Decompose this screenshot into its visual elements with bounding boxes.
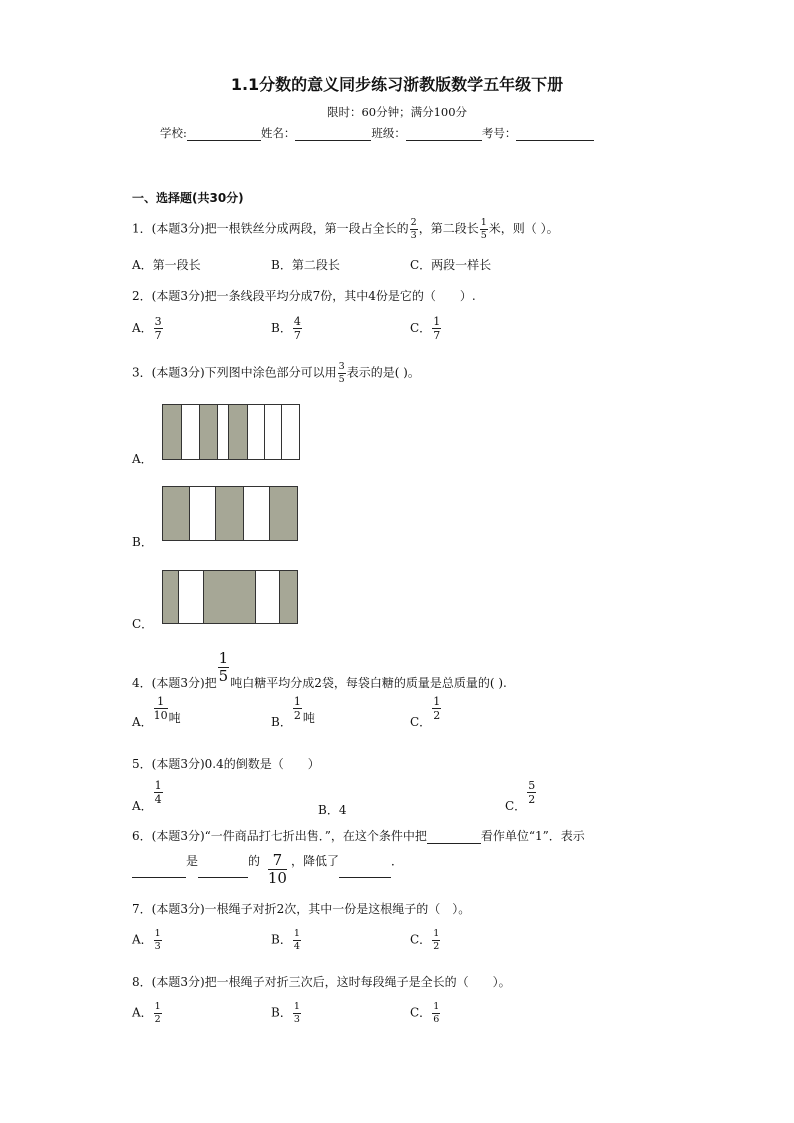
fraction-1-3: $\frac{1}{3}$ bbox=[154, 928, 161, 952]
exam-time-limit: 限时：60分钟；满分100分 bbox=[326, 105, 468, 119]
question-6-line-1 bbox=[132, 827, 585, 844]
q5-option-b[interactable]: B．4 bbox=[318, 803, 347, 817]
fraction-3-5: $\frac{3}{5}$ bbox=[338, 361, 345, 385]
q6-blank-1[interactable] bbox=[427, 831, 481, 844]
fraction-1-2: $\frac{1}{2}$ bbox=[433, 695, 441, 722]
question-6-text-d: 的 bbox=[248, 854, 261, 868]
question-2: 2．(本题3分)把一条线段平均分成7份，其中4份是它的（ ）. bbox=[132, 289, 476, 303]
q2-option-a[interactable]: A． $\frac{3}{7}$ bbox=[132, 315, 162, 342]
q4-option-c[interactable]: C． $\frac{1}{2}$ bbox=[410, 695, 441, 729]
q3-figure-a[interactable] bbox=[162, 404, 300, 460]
class-label: 班级： bbox=[371, 126, 406, 140]
question-1-text-b: ，第二段长 bbox=[418, 221, 479, 236]
school-label: 学校: bbox=[160, 126, 187, 140]
question-6-text-a: 6．(本题3分)“一件商品打七折出售．”，在这个条件中把 bbox=[132, 829, 427, 843]
fraction-1-4: $\frac{1}{4}$ bbox=[293, 928, 300, 952]
question-5: 5．(本题3分)0.4的倒数是（ ） bbox=[132, 757, 320, 771]
fraction-1-7: $\frac{1}{7}$ bbox=[433, 315, 441, 342]
q4-option-b[interactable]: B． $\frac{1}{2}$ 吨 bbox=[271, 695, 315, 729]
name-blank[interactable] bbox=[295, 140, 371, 141]
q1-option-c[interactable]: C．两段一样长 bbox=[410, 258, 492, 272]
q8-option-b[interactable]: B． $\frac{1}{3}$ bbox=[271, 1001, 300, 1025]
fraction-1-10: $\frac{1}{10}$ bbox=[153, 695, 168, 722]
section-title-choice: 一、选择题(共30分) bbox=[132, 191, 244, 205]
fraction-1-5-large: $\frac{1}{5}$ bbox=[218, 649, 229, 685]
q6-blank-2[interactable] bbox=[132, 865, 186, 878]
q6-blank-4[interactable] bbox=[339, 865, 391, 878]
question-1-text-a: 1．(本题3分)把一根铁丝分成两段，第一段占全长的 bbox=[132, 221, 409, 236]
fraction-1-2: $\frac{1}{2}$ bbox=[293, 695, 301, 722]
question-4-text-a: 4．(本题3分)把 bbox=[132, 676, 217, 690]
question-6-text-e: ，降低了 bbox=[290, 854, 339, 868]
q3-figure-c[interactable] bbox=[162, 570, 298, 624]
question-6-text-b: 看作单位“1”．表示 bbox=[480, 829, 585, 843]
fraction-1-4: $\frac{1}{4}$ bbox=[154, 779, 162, 806]
name-label: 姓名： bbox=[260, 126, 296, 140]
q7-option-c[interactable]: C． $\frac{1}{2}$ bbox=[410, 928, 440, 952]
question-6-line-2 bbox=[132, 853, 403, 886]
question-3-text-a: 3．(本题3分)下列图中涂色部分可以用 bbox=[132, 365, 337, 380]
q3-figure-b[interactable] bbox=[162, 486, 298, 541]
question-8: 8．(本题3分)把一根绳子对折三次后，这时每段绳子是全长的（ ）。 bbox=[132, 975, 511, 989]
question-4 bbox=[132, 649, 507, 690]
q2-option-c[interactable]: C． $\frac{1}{7}$ bbox=[410, 315, 441, 342]
exam-number-label: 考号： bbox=[481, 126, 517, 140]
q7-option-a[interactable]: A． $\frac{1}{3}$ bbox=[132, 928, 161, 952]
q3-option-a-label[interactable]: A． bbox=[132, 452, 153, 466]
fraction-2-3: $\frac{2}{3}$ bbox=[410, 217, 417, 241]
fraction-1-2: $\frac{1}{2}$ bbox=[433, 928, 440, 952]
q1-option-b[interactable]: B．第二段长 bbox=[271, 258, 340, 272]
q1-option-a[interactable]: A．第一段长 bbox=[132, 258, 201, 272]
q3-option-c-label[interactable]: C． bbox=[132, 617, 154, 631]
fraction-1-2: $\frac{1}{2}$ bbox=[154, 1001, 161, 1025]
question-4-text-b: 吨白糖平均分成2袋，每袋白糖的质量是总质量的( ). bbox=[230, 676, 507, 690]
q4-option-a[interactable]: A． $\frac{1}{10}$ 吨 bbox=[132, 695, 181, 729]
question-3-text-b: 表示的是( )。 bbox=[346, 365, 420, 380]
q2-option-b[interactable]: B． $\frac{4}{7}$ bbox=[271, 315, 301, 342]
question-6-text-c: 是 bbox=[186, 854, 199, 868]
fraction-1-6: $\frac{1}{6}$ bbox=[433, 1001, 440, 1025]
fraction-3-7: $\frac{3}{7}$ bbox=[154, 315, 162, 342]
fraction-1-5: $\frac{1}{5}$ bbox=[480, 217, 487, 241]
q5-option-a[interactable]: A． $\frac{1}{4}$ bbox=[132, 779, 162, 813]
question-6-text-end: ． bbox=[390, 854, 403, 868]
fraction-5-2: $\frac{5}{2}$ bbox=[528, 779, 536, 806]
q8-option-c[interactable]: C． $\frac{1}{6}$ bbox=[410, 1001, 440, 1025]
fraction-4-7: $\frac{4}{7}$ bbox=[293, 315, 301, 342]
q7-option-b[interactable]: B． $\frac{1}{4}$ bbox=[271, 928, 300, 952]
q3-option-b-label[interactable]: B． bbox=[132, 535, 153, 549]
q5-option-c[interactable]: C． $\frac{5}{2}$ bbox=[505, 779, 536, 813]
exam-number-blank[interactable] bbox=[516, 140, 594, 141]
q6-blank-3[interactable] bbox=[198, 865, 248, 878]
school-blank[interactable] bbox=[187, 140, 261, 141]
class-blank[interactable] bbox=[406, 140, 482, 141]
question-7: 7．(本题3分)一根绳子对折2次，其中一份是这根绳子的（ ）。 bbox=[132, 902, 471, 916]
question-1 bbox=[132, 218, 559, 240]
question-1-text-c: 米，则（ ）。 bbox=[488, 221, 559, 236]
page-title: 1.1分数的意义同步练习浙教版数学五年级下册 bbox=[230, 75, 564, 94]
fraction-1-3: $\frac{1}{3}$ bbox=[293, 1001, 300, 1025]
q8-option-a[interactable]: A． $\frac{1}{2}$ bbox=[132, 1001, 161, 1025]
question-3 bbox=[132, 362, 420, 384]
fraction-7-10: $\frac{7}{10}$ bbox=[267, 851, 287, 887]
student-info-line bbox=[160, 125, 594, 141]
